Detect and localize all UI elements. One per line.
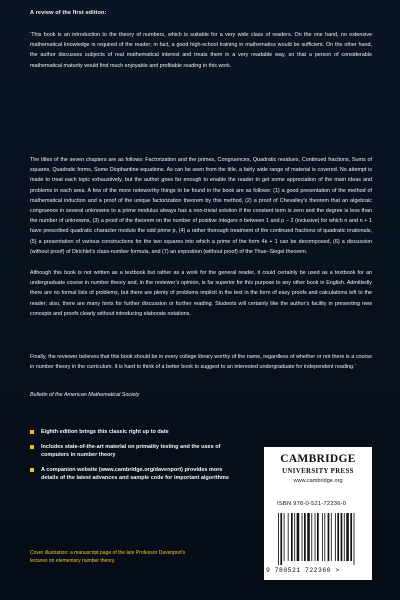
publisher-name: CAMBRIDGE: [280, 453, 356, 465]
cover-illustration-caption: Cover illustration: a manuscript page of the late Professor Davenport’s lectures on elementary number theory.: [30, 550, 186, 565]
review-paragraph-3: Although this book is not written as a textbook but rather as a work for the general reader, it could certainly be used as a textbook for an undergraduate course in number theory and, in the reviewer’s opinion, is far superior for this purpose to any other book in English. Admittedly there are no formal lists of problems, but there are plenty of problems implicit in the text in the form of easy proofs and calculations left to the reader; also, there are many hints for further discussion or further reading. Students will certainly like the author’s facility in presenting new concepts and proofs clearly without introducing elaborate notations.: [30, 270, 372, 317]
feature-bullet-text: A companion website (www.cambridge.org/davenport) provides more details of the latest advances and sample code for important algorithms: [41, 466, 229, 482]
feature-bullet: [30, 443, 230, 460]
review-paragraph-2: The titles of the seven chapters are as follows: Factorization and the primes, Congruences, Quadratic residues, Continued fractions, Sums of squares, Quadratic forms, Some Diophantine equations. As can be seen from the title, a fairly wide range of material is covered. No attempt is made to treat each topic exhaustively, but the author goes far enough to enable the reader to get some appreciation of the main ideas and problems in each area. A few of the more noteworthy things to be found in the book are as follows: (1) a good presentation of the method of mathematical induction and a proof of the unique factorization theorem by this method, (2) a proof of Chevalley’s theorem that an algebraic congruence in several unknowns to a prime modulus always has a non-trivial solution if the constant term is zero and the degree is less than the number of unknowns, (3) a proof of the theorem on the number of positive integers n between 1 and p − 2 (inclusive) for which n and n + 1 have prescribed quadratic character modulo the odd prime p, (4) a rather thorough treatment of the continued fractions of quadratic irrationals, (5) a presentation of various constructions for the two squares into which a prime of the form 4k + 1 can be decomposed, (6) a discussion (without proof) of Dirichlet’s class-number formula, and (7) an exposition (without proof) of the Thue–Siegel theorem.: [30, 157, 372, 255]
square-bullet-icon: [30, 430, 34, 434]
barcode-icon: [278, 513, 362, 565]
review-attribution: Bulletin of the American Mathematical Society: [30, 392, 140, 398]
square-bullet-icon: [30, 468, 34, 472]
feature-bullet-text: Includes state-of-the-art material on primality testing and the uses of computers in number theory: [41, 443, 221, 459]
publisher-barcode-panel: [264, 447, 372, 580]
feature-bullet: [30, 428, 230, 437]
review-paragraph-4: Finally, the reviewer believes that this book should be in every college library worthy of the name, regardless of whether or not there is a course in number theory in the curriculum. It is hard to think of a better book to suggest to an interested undergraduate for independent reading.’: [30, 354, 372, 371]
barcode-number: 9 780521 722360 >: [266, 567, 340, 574]
feature-bullet-text: Eighth edition brings this classic right up to date: [41, 429, 169, 435]
publisher-subtitle: UNIVERSITY PRESS: [282, 468, 354, 475]
review-heading: A review of the first edition:: [30, 10, 107, 16]
feature-bullet-list: [30, 428, 230, 489]
review-paragraph-1: ‘This book is an introduction to the theory of numbers, which is suitable for a very wide class of readers. On the one hand, no extensive mathematical knowledge is required of the reader; in fact, a good high-school training in mathematics would be sufficient. On the other hand, the author discusses subjects of real mathematical interest and treats them in a very readable way, so that a person of considerable mathematical maturity would find much enjoyable and profitable reading in this work.: [30, 32, 372, 69]
square-bullet-icon: [30, 445, 34, 449]
isbn-label: ISBN 978-0-521-72236-0: [277, 501, 347, 507]
publisher-url: www.cambridge.org: [293, 478, 343, 484]
feature-bullet: [30, 466, 230, 483]
